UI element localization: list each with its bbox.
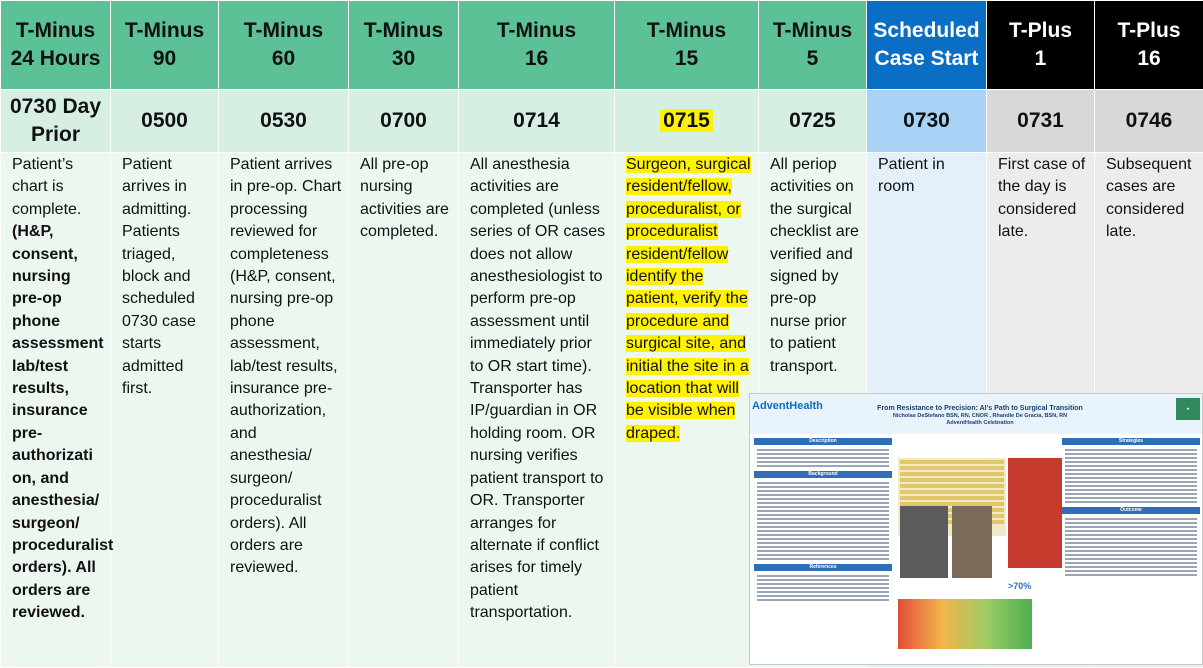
header-t-minus-15: T-Minus 15 xyxy=(615,1,759,90)
poster-right-column xyxy=(1062,438,1200,580)
time-cell-scheduled: 0730 xyxy=(867,90,987,153)
header-t-minus-5: T-Minus 5 xyxy=(759,1,867,90)
time-cell: 0714 xyxy=(459,90,615,153)
poster-authors: Nicholas DeStefano BSN, RN, CNOR , Rhandie De Gracia, BSN, RN xyxy=(830,413,1130,420)
time-cell: 0731 xyxy=(987,90,1095,153)
time-cell: 0500 xyxy=(111,90,219,153)
poster-photo xyxy=(900,506,948,578)
header-row xyxy=(1,1,1203,90)
poster-section-heading: Strategies xyxy=(1062,438,1200,445)
description-cell: Patient arrives in pre-op. Chart processing reviewed for completeness (H&P, consent, nursing pre-op phone assessment, lab/test results, insurance pre-authorization, and anesthesia/ surgeon/ proceduralist orders). All orders are reviewed. xyxy=(219,153,349,668)
poster-section-heading: Outcome xyxy=(1062,507,1200,514)
poster-section-heading: References xyxy=(754,564,892,571)
award-badge-icon: ★ xyxy=(1176,398,1200,420)
time-cell: 0725 xyxy=(759,90,867,153)
time-cell: 0746 xyxy=(1095,90,1203,153)
header-t-minus-30: T-Minus 30 xyxy=(349,1,459,90)
time-cell: 0730 Day Prior xyxy=(1,90,111,153)
description-cell: All pre-op nursing activities are completed. xyxy=(349,153,459,668)
poster-header xyxy=(750,394,1203,434)
description-cell: All anesthesia activities are completed (unless series of OR cases does not allow anesthesiologist to perform pre-op assessment until immediately prior to OR start time). Transporter has IP/guardian in OR holding room. OR nursing verifies patient transport to OR. Transporter arranges for alternate if conflict arises for timely patient transportation. xyxy=(459,153,615,668)
highlighted-time: 0715 xyxy=(660,109,713,132)
description-cell: Subsequent cases are considered late. xyxy=(1095,153,1203,668)
description-cell: Patient arrives in admitting. Patients triaged, block and scheduled 0730 case starts admitted first. xyxy=(111,153,219,668)
time-cell-highlighted xyxy=(615,90,759,153)
poster-heatmap xyxy=(898,599,1032,649)
poster-org: AdventHealth Celebration xyxy=(830,420,1130,427)
poster-title: From Resistance to Precision: AI’s Path to Surgical Transition Nicholas DeStefano BSN, RN, CNOR , Rhandie De Gracia, BSN, RN AdventHealth Celebration xyxy=(830,405,1130,427)
header-t-plus-16: T-Plus 16 xyxy=(1095,1,1203,90)
adventhealth-logo: AdventHealth xyxy=(752,400,823,412)
header-t-minus-16: T-Minus 16 xyxy=(459,1,615,90)
description-cell: First case of the day is considered late. xyxy=(987,153,1095,668)
description-cell: Patient in room xyxy=(867,153,987,668)
poster-photo xyxy=(952,506,992,578)
time-row xyxy=(1,90,1203,153)
poster-stat: >70% xyxy=(1008,581,1031,591)
description-bold: (H&P, consent, nursing pre-op phone assessment lab/test results, insurance pre-authorizati on, and anesthesia/ surgeon/ proceduralist orders). All orders are reviewed. xyxy=(12,223,113,621)
header-t-minus-24h: T-Minus 24 Hours xyxy=(1,1,111,90)
poster-chart xyxy=(1008,458,1062,568)
time-cell: 0700 xyxy=(349,90,459,153)
poster-section-heading: Description xyxy=(754,438,892,445)
description-cell-highlighted xyxy=(615,153,759,668)
poster-thumbnail xyxy=(749,393,1203,665)
poster-section-heading: Background xyxy=(754,471,892,478)
poster-left-column xyxy=(754,438,892,605)
header-scheduled-case-start: Scheduled Case Start xyxy=(867,1,987,90)
header-t-minus-60: T-Minus 60 xyxy=(219,1,349,90)
header-t-plus-1: T-Plus 1 xyxy=(987,1,1095,90)
highlighted-text: Surgeon, surgical resident/fellow, proceduralist, or proceduralist resident/fellow identify the patient, verify the procedure and surgical site, and initial the site in a location that will be visible when draped. xyxy=(626,156,751,442)
time-cell: 0530 xyxy=(219,90,349,153)
description-cell: Patient’s chart is complete. (H&P, consent, nursing pre-op phone assessment lab/test results, insurance pre-authorizati on, and anesthesia/ surgeon/ proceduralist orders). All orders are reviewed. xyxy=(1,153,111,668)
header-t-minus-90: T-Minus 90 xyxy=(111,1,219,90)
description-cell: All periop activities on the surgical checklist are verified and signed by pre-op nurse prior to patient transport. xyxy=(759,153,867,668)
